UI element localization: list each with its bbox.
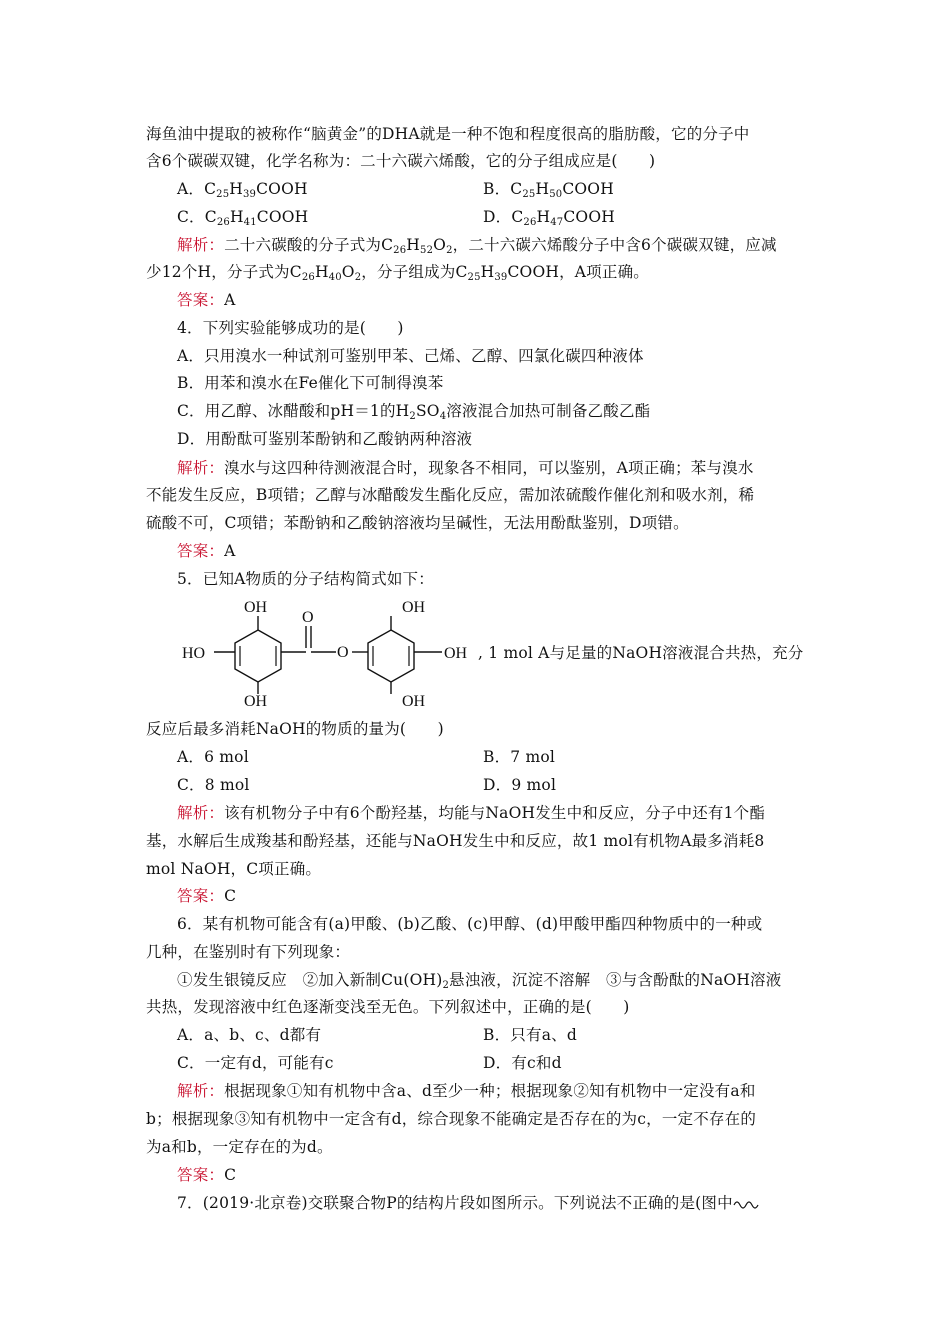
q7-stem: 7．(2019·北京卷)交联聚合物P的结构片段如图所示。下列说法不正确的是(图中: [177, 1193, 763, 1213]
q6-option-c: C．一定有d，可能有c: [177, 1054, 334, 1072]
right-benzene-ring: [368, 630, 414, 682]
q6-observations-line1: ①发生银镜反应 ②加入新制$Cu(OH)_2$悬浊液，沉淀不溶解 ③与含酚酞的NaOH溶液: [177, 971, 782, 991]
q5-option-c: C．8 mol: [177, 776, 250, 794]
q6-option-d: D．有c和d: [483, 1054, 562, 1072]
hydroxyl-label: HO: [182, 645, 206, 662]
q6-option-b: B．只有a、d: [483, 1026, 577, 1044]
q4-analysis-line2: 不能发生反应，B项错；乙醇与冰醋酸发生酯化反应，需加浓硫酸作催化剂和吸水剂，稀: [146, 486, 755, 504]
q4-stem: 4．下列实验能够成功的是( ): [177, 319, 404, 337]
answer-label: 答案：: [177, 291, 225, 309]
q4-analysis-line3: 硫酸不可，C项错；苯酚钠和乙酸钠溶液均呈碱性，无法用酚酞鉴别，D项错。: [146, 514, 689, 532]
hydroxyl-label: OH: [244, 599, 268, 616]
analysis-label: 解析：: [177, 804, 225, 822]
q4-option-a: A．只用溴水一种试剂可鉴别甲苯、己烯、乙醇、四氯化碳四种液体: [177, 347, 644, 365]
q6-analysis-line2: b；根据现象③知有机物中一定含有d，综合现象不能确定是否存在的为c，一定不存在的: [146, 1110, 757, 1128]
q6-answer: 答案：C: [177, 1166, 237, 1184]
analysis-label: 解析：: [177, 1082, 225, 1100]
analysis-label: 解析：: [177, 236, 225, 254]
q5-analysis-line1: 解析：该有机物分子中有6个酚羟基，均能与NaOH发生中和反应，分子中还有1个酯: [177, 804, 766, 822]
molecule-structure-diagram: [180, 596, 500, 708]
q3-analysis-line1: 解析：二十六碳酸的分子式为$C_{26}H_{52}O_2$，二十六碳六烯酸分子中含6个碳碳双键，应减: [177, 236, 777, 256]
q3-option-a: A．$C_{25}H_{39}COOH$: [177, 180, 308, 200]
answer-label: 答案：: [177, 542, 225, 560]
q3-option-c: C．$C_{26}H_{41}COOH$: [177, 208, 309, 228]
q3-analysis-line2: 少12个H，分子式为$C_{26}H_{40}O_2$，分子组成为$C_{25}H_{39}COOH$，A项正确。: [146, 263, 649, 283]
answer-label: 答案：: [177, 887, 225, 905]
q6-analysis-line1: 解析：根据现象①知有机物中含a、d至少一种；根据现象②知有机物中一定没有a和: [177, 1082, 756, 1100]
q6-observations-line2: 共热，发现溶液中红色逐渐变浅至无色。下列叙述中，正确的是( ): [146, 998, 630, 1016]
q4-analysis-line1: 解析：溴水与这四种待测液混合时，现象各不相同，可以鉴别，A项正确；苯与溴水: [177, 459, 754, 477]
q3-stem-line2: 含6个碳碳双键，化学名称为：二十六碳六烯酸，它的分子组成应是( ): [146, 152, 656, 170]
q5-stem: 5．已知A物质的分子结构简式如下：: [177, 570, 434, 588]
hydroxyl-label: OH: [244, 693, 268, 708]
q5-option-b: B．7 mol: [483, 748, 556, 766]
q4-answer: 答案：A: [177, 542, 236, 560]
hydroxyl-label: OH: [402, 599, 426, 616]
q6-stem-line1: 6．某有机物可能含有(a)甲酸、(b)乙酸、(c)甲醇、(d)甲酸甲酯四种物质中的一种或: [177, 915, 763, 933]
q5-stem-line2: 反应后最多消耗NaOH的物质的量为( ): [146, 720, 444, 738]
ester-oxygen-label: O: [337, 644, 349, 661]
q4-option-d: D．用酚酞可鉴别苯酚钠和乙酸钠两种溶液: [177, 430, 473, 448]
q6-stem-line2: 几种，在鉴别时有下列现象：: [146, 943, 351, 961]
hydroxyl-label: OH: [444, 645, 468, 662]
left-benzene-ring: [235, 630, 281, 682]
q5-stem-after-molecule: , 1 mol A与足量的NaOH溶液混合共热，充分: [478, 644, 804, 662]
wavy-bond-symbol-icon: [733, 1196, 763, 1210]
hydroxyl-label: OH: [402, 693, 426, 708]
carbonyl-oxygen-label: O: [302, 609, 314, 626]
q5-option-a: A．6 mol: [177, 748, 249, 766]
q3-option-b: B．$C_{25}H_{50}COOH$: [483, 180, 614, 200]
q5-analysis-line3: mol NaOH，C项正确。: [146, 860, 322, 878]
q5-analysis-line2: 基，水解后生成羧基和酚羟基，还能与NaOH发生中和反应，故1 mol有机物A最多消耗8: [146, 832, 765, 850]
q4-option-b: B．用苯和溴水在Fe催化下可制得溴苯: [177, 374, 444, 392]
q5-answer: 答案：C: [177, 887, 237, 905]
q3-answer: 答案：A: [177, 291, 236, 309]
q5-option-d: D．9 mol: [483, 776, 557, 794]
q3-option-d: D．$C_{26}H_{47}COOH$: [483, 208, 615, 228]
answer-label: 答案：: [177, 1166, 225, 1184]
q6-analysis-line3: 为a和b，一定存在的为d。: [146, 1138, 333, 1156]
q3-stem-line1: 海鱼油中提取的被称作“脑黄金”的DHA就是一种不饱和程度很高的脂肪酸，它的分子中: [146, 125, 750, 143]
q6-option-a: A．a、b、c、d都有: [177, 1026, 322, 1044]
analysis-label: 解析：: [177, 459, 225, 477]
q4-option-c: C．用乙醇、冰醋酸和pH＝1的$H_2SO_4$溶液混合加热可制备乙酸乙酯: [177, 402, 651, 422]
